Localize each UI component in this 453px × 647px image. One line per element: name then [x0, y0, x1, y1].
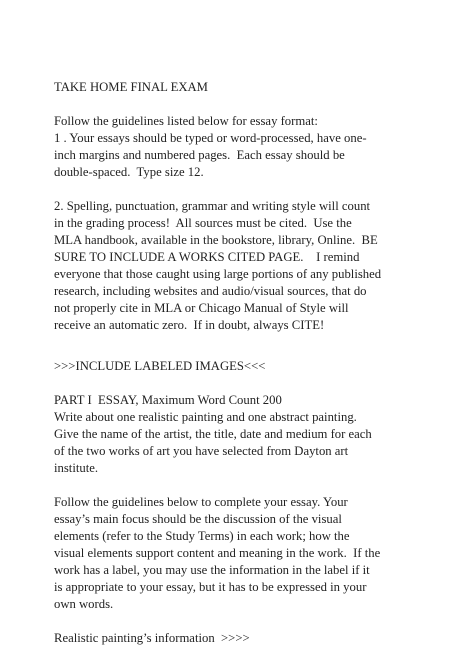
- part1-heading: PART I ESSAY, Maximum Word Count 200: [54, 393, 282, 407]
- guidelines-line: work has a label, you may use the information in the label if it: [54, 563, 370, 577]
- rule2-line: MLA handbook, available in the bookstore, library, Online. BE: [54, 233, 378, 247]
- rule1-line: inch margins and numbered pages. Each essay should be: [54, 148, 345, 162]
- guidelines-line: essay’s main focus should be the discussion of the visual: [54, 512, 342, 526]
- part1-body-line: of the two works of art you have selected from Dayton art: [54, 444, 349, 458]
- rule2-line: everyone that those caught using large portions of any published: [54, 267, 382, 281]
- rule1-line: 1 . Your essays should be typed or word-processed, have one-: [54, 131, 367, 145]
- guidelines-line: visual elements support content and meaning in the work. If the: [54, 546, 381, 560]
- rule2-line: receive an automatic zero. If in doubt, always CITE!: [54, 318, 325, 332]
- exam-title: TAKE HOME FINAL EXAM: [54, 80, 208, 94]
- rule2-line: in the grading process! All sources must be cited. Use the: [54, 216, 352, 230]
- part1-body-line: Write about one realistic painting and one abstract painting.: [54, 410, 357, 424]
- part1-body-line: Give the name of the artist, the title, date and medium for each: [54, 427, 372, 441]
- rule2-line: 2. Spelling, punctuation, grammar and writing style will count: [54, 199, 371, 213]
- rule1-line: double-spaced. Type size 12.: [54, 165, 204, 179]
- rule2-line: research, including websites and audio/visual sources, that do: [54, 284, 367, 298]
- guidelines-line: own words.: [54, 597, 114, 611]
- realistic-info-line: Realistic painting’s information >>>>: [54, 631, 250, 645]
- format-intro: Follow the guidelines listed below for essay format:: [54, 114, 318, 128]
- rule2-line: SURE TO INCLUDE A WORKS CITED PAGE. I remind: [54, 250, 360, 264]
- rule2-line: not properly cite in MLA or Chicago Manual of Style will: [54, 301, 349, 315]
- images-note: >>>INCLUDE LABELED IMAGES<<<: [54, 359, 266, 373]
- guidelines-line: Follow the guidelines below to complete your essay. Your: [54, 495, 348, 509]
- guidelines-line: is appropriate to your essay, but it has to be expressed in your: [54, 580, 367, 594]
- guidelines-line: elements (refer to the Study Terms) in each work; how the: [54, 529, 350, 543]
- part1-body-line: institute.: [54, 461, 99, 475]
